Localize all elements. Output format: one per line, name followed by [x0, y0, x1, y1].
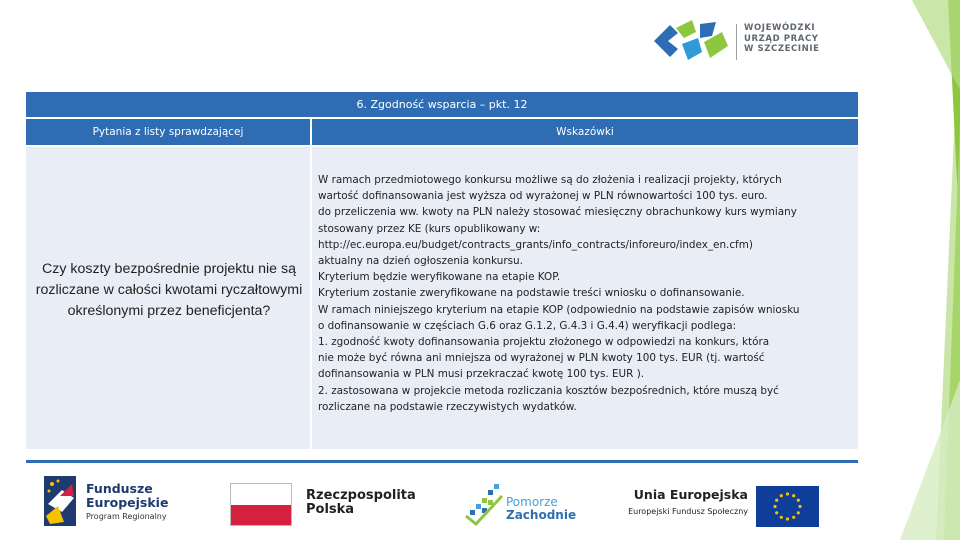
hints-text — [318, 172, 854, 415]
rp-line1: Rzeczpospolita — [306, 488, 416, 503]
hint-line: dofinansowania w PLN musi przekraczać kwotę 100 tys. EUR ). — [318, 368, 645, 381]
pomorze-zachodnie-icon — [464, 480, 504, 528]
pz-line2: Zachodnie — [506, 508, 577, 522]
hint-line: wartość dofinansowania jest wyższa od wyrażonej w PLN równowartości 100 tys. euro. — [318, 190, 768, 203]
table-row — [26, 147, 858, 449]
rp-line2: Polska — [306, 502, 355, 517]
pz-line1: Pomorze — [506, 495, 558, 509]
pomorze-zachodnie-logo — [464, 480, 577, 530]
table-title: 6. Zgodność wsparcia – pkt. 12 — [26, 92, 858, 117]
fe-subtitle: Program Regionalny — [86, 512, 167, 521]
fundusze-europejskie-logo — [44, 476, 194, 528]
decorative-green-wedges — [840, 0, 960, 540]
ue-title: Unia Europejska — [633, 487, 748, 502]
footer-divider — [26, 460, 858, 463]
hint-line: 1. zgodność kwoty dofinansowania projektu złożonego w odpowiedzi na konkurs, która — [318, 336, 770, 349]
wup-szczecin-logo — [652, 18, 832, 68]
column-header-questions: Pytania z listy sprawdzającej — [92, 126, 244, 138]
question-text: Czy koszty bezpośrednie projektu nie są rozliczane w całości kwotami ryczałtowymi określonymi przez beneficjenta? — [35, 261, 303, 319]
wup-logo-icon — [652, 18, 730, 64]
eu-flag-icon — [756, 486, 819, 527]
fe-title-line2: Europejskie — [86, 495, 169, 510]
logo-divider — [736, 24, 737, 60]
hint-line: rozliczane na podstawie rzeczywistych wydatków. — [318, 400, 577, 413]
hint-line: aktualny na dzień ogłoszenia konkursu. — [318, 255, 523, 268]
hint-line: nie może być równa ani mniejsza od wyrażonej w PLN kwoty 100 tys. EUR (tj. wartość — [318, 352, 765, 365]
hint-line: W ramach przedmiotowego konkursu możliwe są do złożenia i realizacji projekty, których — [318, 174, 782, 186]
question-cell — [26, 147, 310, 449]
hint-line: stosowany przez KE (kurs opublikowany w: — [318, 222, 541, 235]
hint-line: W ramach niniejszego kryterium na etapie KOP (odpowiednio na podstawie zapisów wniosku — [318, 303, 800, 316]
ue-subtitle: Europejski Fundusz Społeczny — [628, 507, 748, 516]
fundusze-europejskie-icon — [44, 476, 76, 526]
hint-line: do przeliczenia ww. kwoty na PLN należy stosować miesięczny obrachunkowy kurs wymiany — [318, 206, 797, 219]
hint-line: o dofinansowanie w częściach G.6 oraz G.1.2, G.4.3 i G.4.4) weryfikacji podlega: — [318, 319, 737, 332]
logo-org-name: WOJEWÓDZKI URZĄD PRACY W SZCZECINIE — [744, 23, 820, 54]
hint-line: Kryterium zostanie zweryfikowane na podstawie treści wniosku o dofinansowanie. — [318, 287, 745, 300]
poland-flag-icon — [230, 483, 292, 526]
hint-line-link[interactable]: http://ec.europa.eu/budget/contracts_grants/info_contracts/inforeuro/index_en.cfm) — [318, 238, 753, 251]
table-header-row — [26, 119, 858, 145]
rzeczpospolita-polska-logo — [230, 483, 416, 527]
hints-cell — [312, 147, 858, 449]
hint-line: Kryterium będzie weryfikowane na etapie KOP. — [318, 271, 561, 284]
unia-europejska-logo — [614, 486, 824, 530]
fe-title-line1: Fundusze — [86, 481, 153, 496]
hint-line: 2. zastosowana w projekcie metoda rozliczania kosztów bezpośrednich, które muszą być — [318, 384, 779, 397]
column-header-hints: Wskazówki — [556, 126, 614, 138]
criteria-table — [26, 92, 858, 449]
